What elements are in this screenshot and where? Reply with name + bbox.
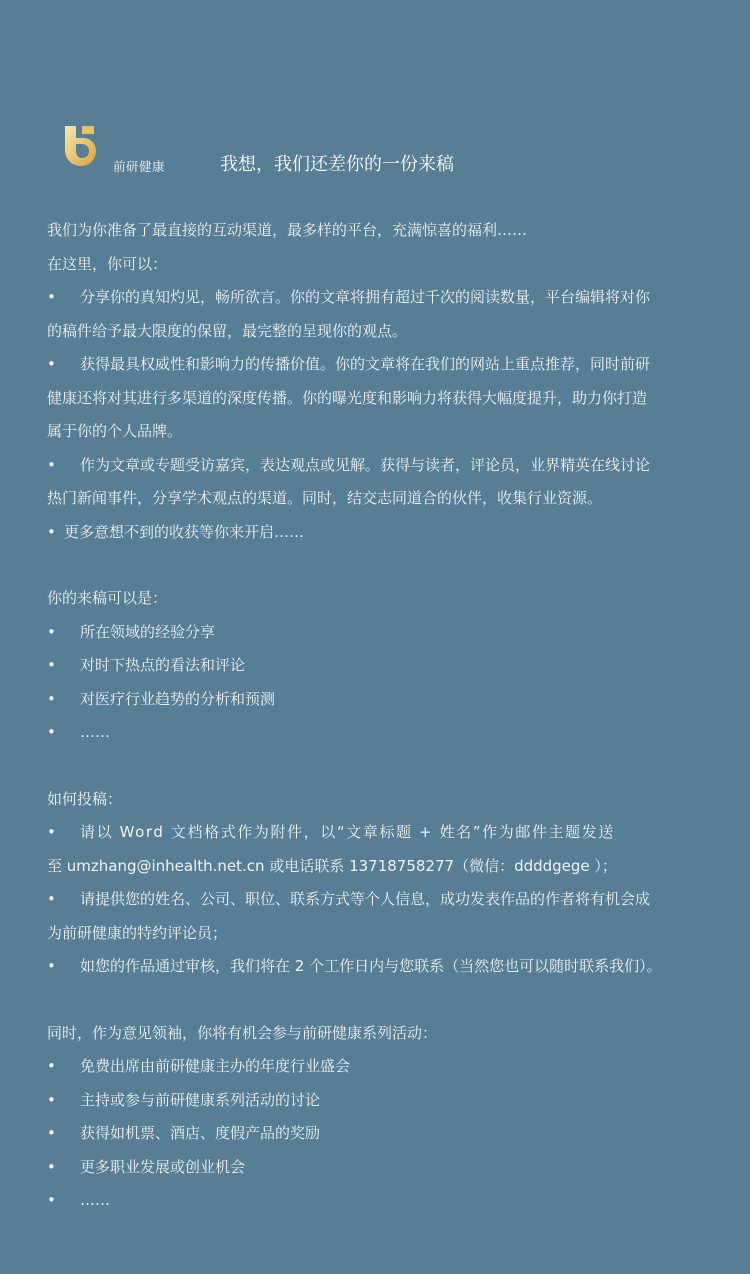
howto-item-1-line-2: 至 umzhang@inhealth.net.cn 或电话联系 13718758277（微信：ddddgege ）； (47, 856, 617, 875)
list-item-text: 所在领域的经验分享 (80, 622, 216, 641)
list-item-text: 更多职业发展或创业机会 (80, 1157, 246, 1176)
benefit-item-2-line-2: 健康还将对其进行多渠道的深度传播。你的曝光度和影响力将获得大幅度提升，助力你打造 (47, 388, 648, 407)
bullet-icon: • (47, 355, 56, 373)
bullet-icon: • (47, 957, 56, 975)
howto-item-2-line-2: 为前研健康的特约评论员； (47, 923, 228, 942)
submissions-title: 你的来稿可以是： (47, 589, 168, 607)
spacer (47, 750, 707, 783)
benefit-item-1-line-2: 的稿件给予最大限度的保留，最完整的呈现你的观点。 (47, 321, 408, 340)
bullet-icon: • (47, 1157, 56, 1176)
benefit-item-2-line-1 (47, 348, 707, 382)
bullet-icon: • (47, 689, 56, 708)
list-item-text: 对时下热点的看法和评论 (80, 656, 246, 674)
benefit-text: 分享你的真知灼见，畅所欲言。你的文章将拥有超过千次的阅读数量，平台编辑将对你 (80, 288, 651, 306)
list-item-text: 获得如机票、酒店、度假产品的奖励 (80, 1124, 321, 1142)
intro-line-1: 我们为你准备了最直接的互动渠道，最多样的平台，充满惊喜的福利…… (47, 221, 528, 239)
list-item (47, 1184, 707, 1218)
list-item (47, 716, 707, 750)
benefit-item-2-line-3: 属于你的个人品牌。 (47, 422, 183, 440)
intro-line-2: 在这里，你可以： (47, 254, 168, 273)
benefit-item-1-line-1 (47, 281, 707, 315)
list-item (47, 1084, 707, 1118)
benefit-item-4 (47, 516, 707, 550)
benefit-item-3-line-1 (47, 449, 707, 483)
list-item-text: …… (80, 723, 110, 741)
brand-name: 前研健康 (113, 159, 166, 174)
list-item-text: 主持或参与前研健康系列活动的讨论 (80, 1090, 321, 1109)
bullet-icon: • (47, 622, 56, 641)
bullet-icon: • (47, 1090, 56, 1109)
howto-item-1-line-1 (47, 816, 707, 850)
qianyan-logo-icon (60, 120, 100, 168)
list-item (47, 1117, 707, 1151)
howto-text: 请提供您的姓名、公司、职位、联系方式等个人信息，成功发表作品的作者将有机会成 (80, 890, 651, 908)
benefit-text: 作为文章或专题受访嘉宾，表达观点或见解。获得与读者，评论员，业界精英在线讨论 (80, 455, 651, 474)
page-title: 我想，我们还差你的一份来稿 (220, 154, 454, 175)
bullet-icon: • (47, 522, 56, 541)
bullet-icon: • (47, 1057, 56, 1075)
benefit-item-3-line-2: 热门新闻事件，分享学术观点的渠道。同时，结交志同道合的伙伴，收集行业资源。 (47, 489, 603, 507)
benefit-text: 获得最具权威性和影响力的传播价值。你的文章将在我们的网站上重点推荐，同时前研 (80, 355, 651, 373)
list-item-text: …… (80, 1191, 110, 1209)
bullet-icon: • (47, 288, 56, 306)
bullet-icon: • (47, 823, 56, 841)
spacer (47, 549, 707, 582)
howto-text: 如您的作品通过审核，我们将在 2 个工作日内与您联系（当然您也可以随时联系我们）。 (80, 957, 662, 975)
bullet-icon: • (47, 1191, 56, 1209)
spacer (47, 984, 707, 1017)
howto-title: 如何投稿： (47, 789, 123, 808)
list-item (47, 616, 707, 650)
howto-item-3 (47, 950, 707, 984)
list-item (47, 649, 707, 683)
howto-text: 请以 Word 文档格式作为附件，以“文章标题 + 姓名”作为邮件主题发送 (80, 823, 615, 841)
list-item-text: 对医疗行业趋势的分析和预测 (80, 689, 276, 708)
list-item (47, 1050, 707, 1084)
list-item (47, 683, 707, 717)
list-item-text: 免费出席由前研健康主办的年度行业盛会 (80, 1057, 351, 1075)
bullet-icon: • (47, 890, 56, 908)
activities-title: 同时，作为意见领袖，你将有机会参与前研健康系列活动： (47, 1023, 438, 1042)
bullet-icon: • (47, 723, 56, 741)
bullet-icon: • (47, 455, 56, 474)
bullet-icon: • (47, 1124, 56, 1142)
list-item (47, 1151, 707, 1185)
header (60, 120, 710, 180)
article-body (47, 214, 707, 1218)
benefit-text: 更多意想不到的收获等你来开启…… (64, 522, 305, 541)
bullet-icon: • (47, 656, 56, 674)
howto-item-2-line-1 (47, 883, 707, 917)
